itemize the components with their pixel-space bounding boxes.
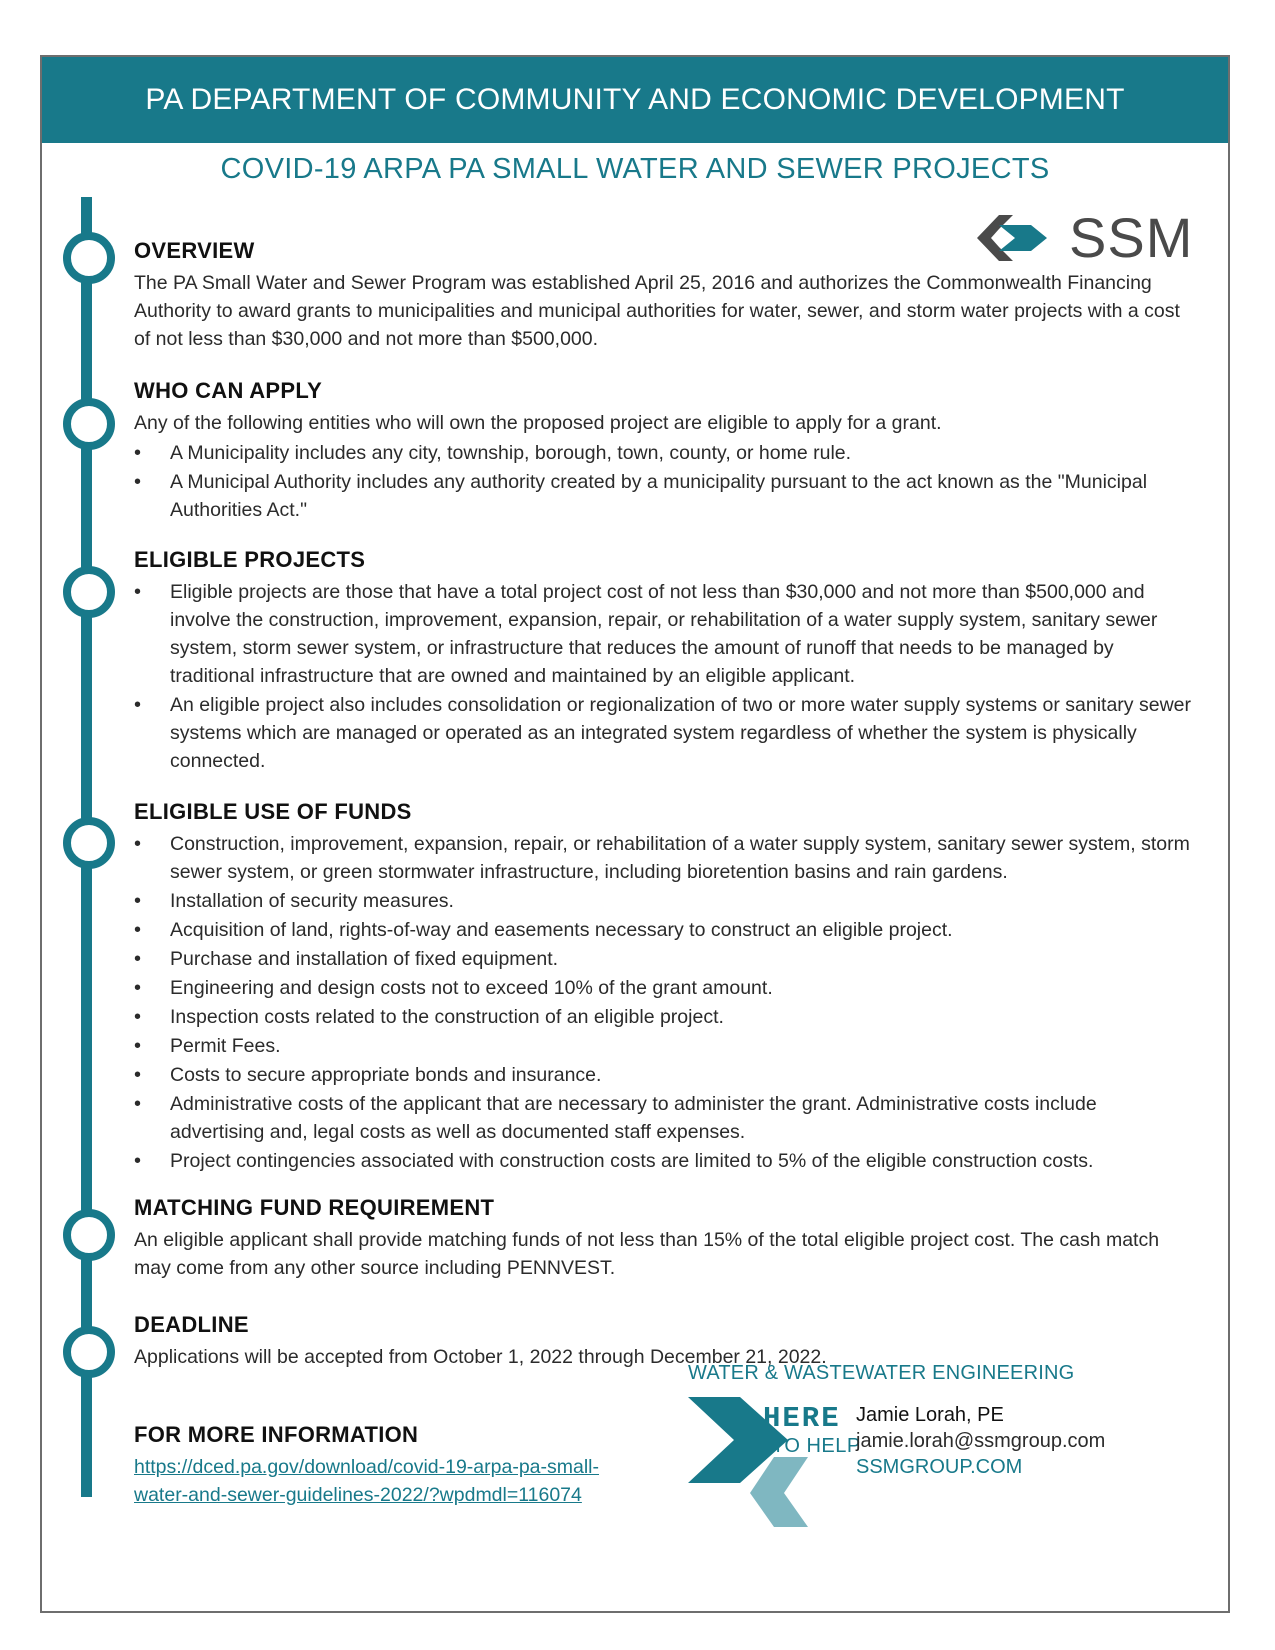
list-item: • Installation of security measures. [134,887,1194,915]
eligible-use-list [134,830,1194,1175]
to-help-text: TO HELP [772,1435,861,1457]
overview-heading: OVERVIEW [134,238,255,263]
eligible-use-heading: ELIGIBLE USE OF FUNDS [134,799,412,824]
deadline-body: Applications will be accepted from October 1, 2022 through December 21, 2022. [134,1346,827,1368]
contact-email[interactable]: jamie.lorah@ssmgroup.com [856,1430,1106,1452]
guidelines-link-line1: https://dced.pa.gov/download/covid-19-arpa-pa-small- [134,1456,600,1478]
list-item: • Administrative costs of the applicant that are necessary to administer the grant. Administrative costs include advertising and, legal costs as well as documented staff expenses. [134,1090,1194,1146]
deadline-heading: DEADLINE [134,1312,249,1337]
list-item: • Costs to secure appropriate bonds and insurance. [134,1061,1194,1089]
timeline-node-who-can-apply [63,398,115,450]
overview-body: The PA Small Water and Sewer Program was established April 25, 2016 and authorizes the Commonwealth Financing Authority to award grants to municipalities and municipal authorities for water, sewer, and storm water projects with a cost of not less than $30,000 and not more than $500,000. [134,272,1180,350]
contact-block [688,1362,1208,1602]
list-item: • Eligible projects are those that have a total project cost of not less than $30,000 and not more than $500,000 and involve the construction, improvement, expansion, repair, or rehabilitation of a water supply system, sanitary sewer system, storm sewer system, or infrastructure that reduces the amount of runoff that needs to be managed by traditional infrastructure that are owned and maintained by an eligible applicant. [134,578,1194,690]
section-overview [134,237,1194,353]
list-item: • Construction, improvement, expansion, repair, or rehabilitation of a water supply system, sanitary sewer system, storm sewer system, or green stormwater infrastructure, including bioretention basins and rain gardens. [134,830,1194,886]
who-can-apply-heading: WHO CAN APPLY [134,378,323,403]
who-can-apply-intro: Any of the following entities who will own the proposed project are eligible to apply for a grant. [134,412,942,434]
section-matching [134,1194,1194,1282]
list-item: • Permit Fees. [134,1032,1194,1060]
here-text: HERE [763,1402,841,1435]
guidelines-link-line2: water-and-sewer-guidelines-2022/?wpdmdl=116074 [134,1484,582,1506]
list-item: • An eligible project also includes consolidation or regionalization of two or more water supply systems or sanitary sewer systems which are managed or operated as an integrated system regardless of whether the system is physically connected. [134,691,1194,775]
matching-body: An eligible applicant shall provide matching funds of not less than 15% of the total eligible project cost. The cash match may come from any other source including PENNVEST. [134,1229,1160,1279]
list-item: • Engineering and design costs not to exceed 10% of the grant amount. [134,974,1194,1002]
contact-name: Jamie Lorah, PE [856,1404,1004,1426]
timeline-node-overview [63,232,115,284]
list-item: • A Municipality includes any city, township, borough, town, county, or home rule. [134,439,1194,467]
section-eligible-projects [134,546,1194,776]
who-can-apply-list [134,439,1194,524]
page-subtitle: COVID-19 ARPA PA SMALL WATER AND SEWER PROJECTS [220,153,1050,185]
eligible-projects-list [134,578,1194,775]
more-info-heading: FOR MORE INFORMATION [134,1422,419,1447]
list-item: • A Municipal Authority includes any authority created by a municipality pursuant to the act known as the "Municipal Authorities Act." [134,468,1194,524]
banner-title: PA DEPARTMENT OF COMMUNITY AND ECONOMIC DEVELOPMENT [42,57,1228,143]
timeline-node-eligible-projects [63,566,115,618]
contact-header: WATER & WASTEWATER ENGINEERING [688,1362,1075,1384]
timeline-node-deadline [63,1326,115,1378]
section-who-can-apply [134,377,1194,525]
contact-website[interactable]: SSMGROUP.COM [856,1456,1023,1478]
list-item: • Project contingencies associated with construction costs are limited to 5% of the eligible construction costs. [134,1147,1194,1175]
section-more-info [134,1421,694,1509]
timeline-node-eligible-use [63,817,115,869]
guidelines-link[interactable] [134,1456,599,1506]
timeline-node-matching [63,1209,115,1261]
list-item: • Acquisition of land, rights-of-way and easements necessary to construct an eligible project. [134,916,1194,944]
ssm-logo-text: SSM [1069,206,1194,269]
list-item: • Inspection costs related to the construction of an eligible project. [134,1003,1194,1031]
list-item: • Purchase and installation of fixed equipment. [134,945,1194,973]
eligible-projects-heading: ELIGIBLE PROJECTS [134,547,366,572]
section-eligible-use [134,798,1194,1176]
matching-heading: MATCHING FUND REQUIREMENT [134,1195,495,1220]
